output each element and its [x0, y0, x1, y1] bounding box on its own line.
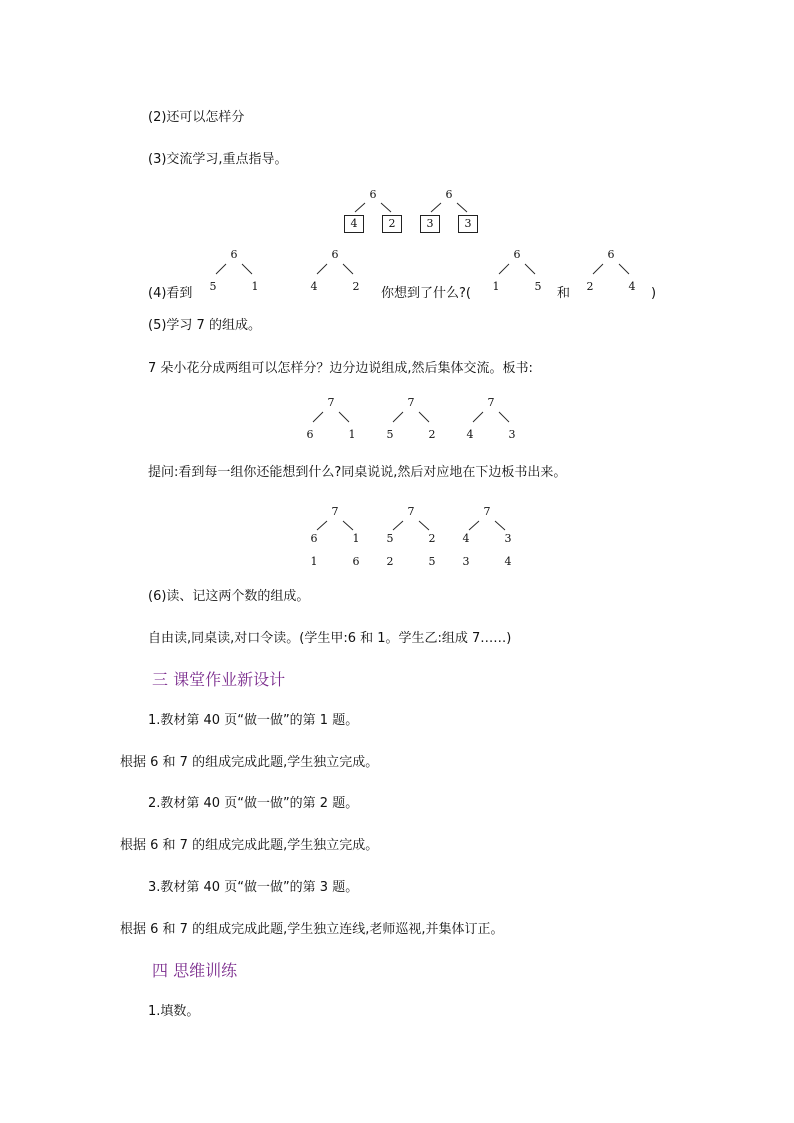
- diagram-left-number: 2: [586, 280, 594, 293]
- diagram-right-number-2: 4: [504, 555, 512, 568]
- step-3-text: (3)交流学习,重点指导。: [148, 152, 288, 167]
- diagram-left-number: 4: [466, 428, 474, 441]
- diagram-right-number: 1: [352, 532, 360, 545]
- diagram-top-number: 7: [331, 505, 339, 518]
- step-5-detail: 7 朵小花分成两组可以怎样分？边分边说组成,然后集体交流。板书:: [148, 361, 533, 376]
- diagram-left-number: 5: [209, 280, 217, 293]
- diagram-right-number: 1: [251, 280, 259, 293]
- diagram-right-number: 5: [534, 280, 542, 293]
- step-2-text: (2)还可以怎样分: [148, 110, 245, 125]
- diagram-top-number: 7: [327, 396, 335, 409]
- diagram-right-number: 2: [428, 428, 436, 441]
- diagram-top-number: 6: [230, 248, 238, 261]
- diagram-top-number: 7: [487, 396, 495, 409]
- step-4-and: 和: [557, 286, 571, 301]
- diagram-right-number-2: 6: [352, 555, 360, 568]
- question-text: 提问:看到每一组你还能想到什么?同桌说说,然后对应地在下边板书出来。: [148, 465, 567, 480]
- exercise-2-note: 根据 6 和 7 的组成完成此题,学生独立完成。: [120, 838, 379, 853]
- exercise-2: 2.教材第 40 页“做一做”的第 2 题。: [148, 796, 359, 811]
- diagram-left-number: 1: [492, 280, 500, 293]
- diagram-left-number-2: 3: [462, 555, 470, 568]
- diagram-left-number-2: 1: [310, 555, 318, 568]
- diagram-top-number: 7: [483, 505, 491, 518]
- step-6-text: (6)读、记这两个数的组成。: [148, 589, 310, 604]
- step-4-close: ): [651, 286, 657, 301]
- diagram-left-number: 4: [310, 280, 318, 293]
- step-4-text: (4)看到: [148, 286, 193, 301]
- diagram-right-number: 3: [508, 428, 516, 441]
- diagram-box-right: 3: [458, 215, 478, 233]
- diagram-top-number: 6: [513, 248, 521, 261]
- step-6-detail: 自由读,同桌读,对口令读。(学生甲:6 和 1。学生乙:组成 7……): [148, 631, 512, 646]
- step-5-text: (5)学习 7 的组成。: [148, 318, 261, 333]
- step-4-question: 你想到了什么?(: [381, 286, 471, 301]
- diagram-box-left: 4: [344, 215, 364, 233]
- diagram-top-number: 6: [369, 188, 377, 201]
- diagram-right-number-2: 5: [428, 555, 436, 568]
- diagram-left-number: 4: [462, 532, 470, 545]
- diagram-top-number: 6: [607, 248, 615, 261]
- diagram-right-number: 1: [348, 428, 356, 441]
- exercise-3: 3.教材第 40 页“做一做”的第 3 题。: [148, 880, 359, 895]
- diagram-left-number: 6: [306, 428, 314, 441]
- diagram-top-number: 6: [445, 188, 453, 201]
- training-1: 1.填数。: [148, 1004, 200, 1019]
- diagram-right-number: 2: [352, 280, 360, 293]
- section-4-heading: 四 思维训练: [152, 961, 238, 980]
- diagram-left-number: 5: [386, 532, 394, 545]
- diagram-left-number: 6: [310, 532, 318, 545]
- diagram-right-number: 4: [628, 280, 636, 293]
- diagram-box-left: 3: [420, 215, 440, 233]
- diagram-right-number: 2: [428, 532, 436, 545]
- diagram-right-number: 3: [504, 532, 512, 545]
- diagram-top-number: 6: [331, 248, 339, 261]
- diagram-top-number: 7: [407, 505, 415, 518]
- diagram-top-number: 7: [407, 396, 415, 409]
- section-3-heading: 三 课堂作业新设计: [152, 670, 286, 689]
- diagram-left-number-2: 2: [386, 555, 394, 568]
- exercise-1-note: 根据 6 和 7 的组成完成此题,学生独立完成。: [120, 755, 379, 770]
- exercise-1: 1.教材第 40 页“做一做”的第 1 题。: [148, 713, 359, 728]
- exercise-3-note: 根据 6 和 7 的组成完成此题,学生独立连线,老师巡视,并集体订正。: [120, 922, 504, 937]
- diagram-box-right: 2: [382, 215, 402, 233]
- diagram-left-number: 5: [386, 428, 394, 441]
